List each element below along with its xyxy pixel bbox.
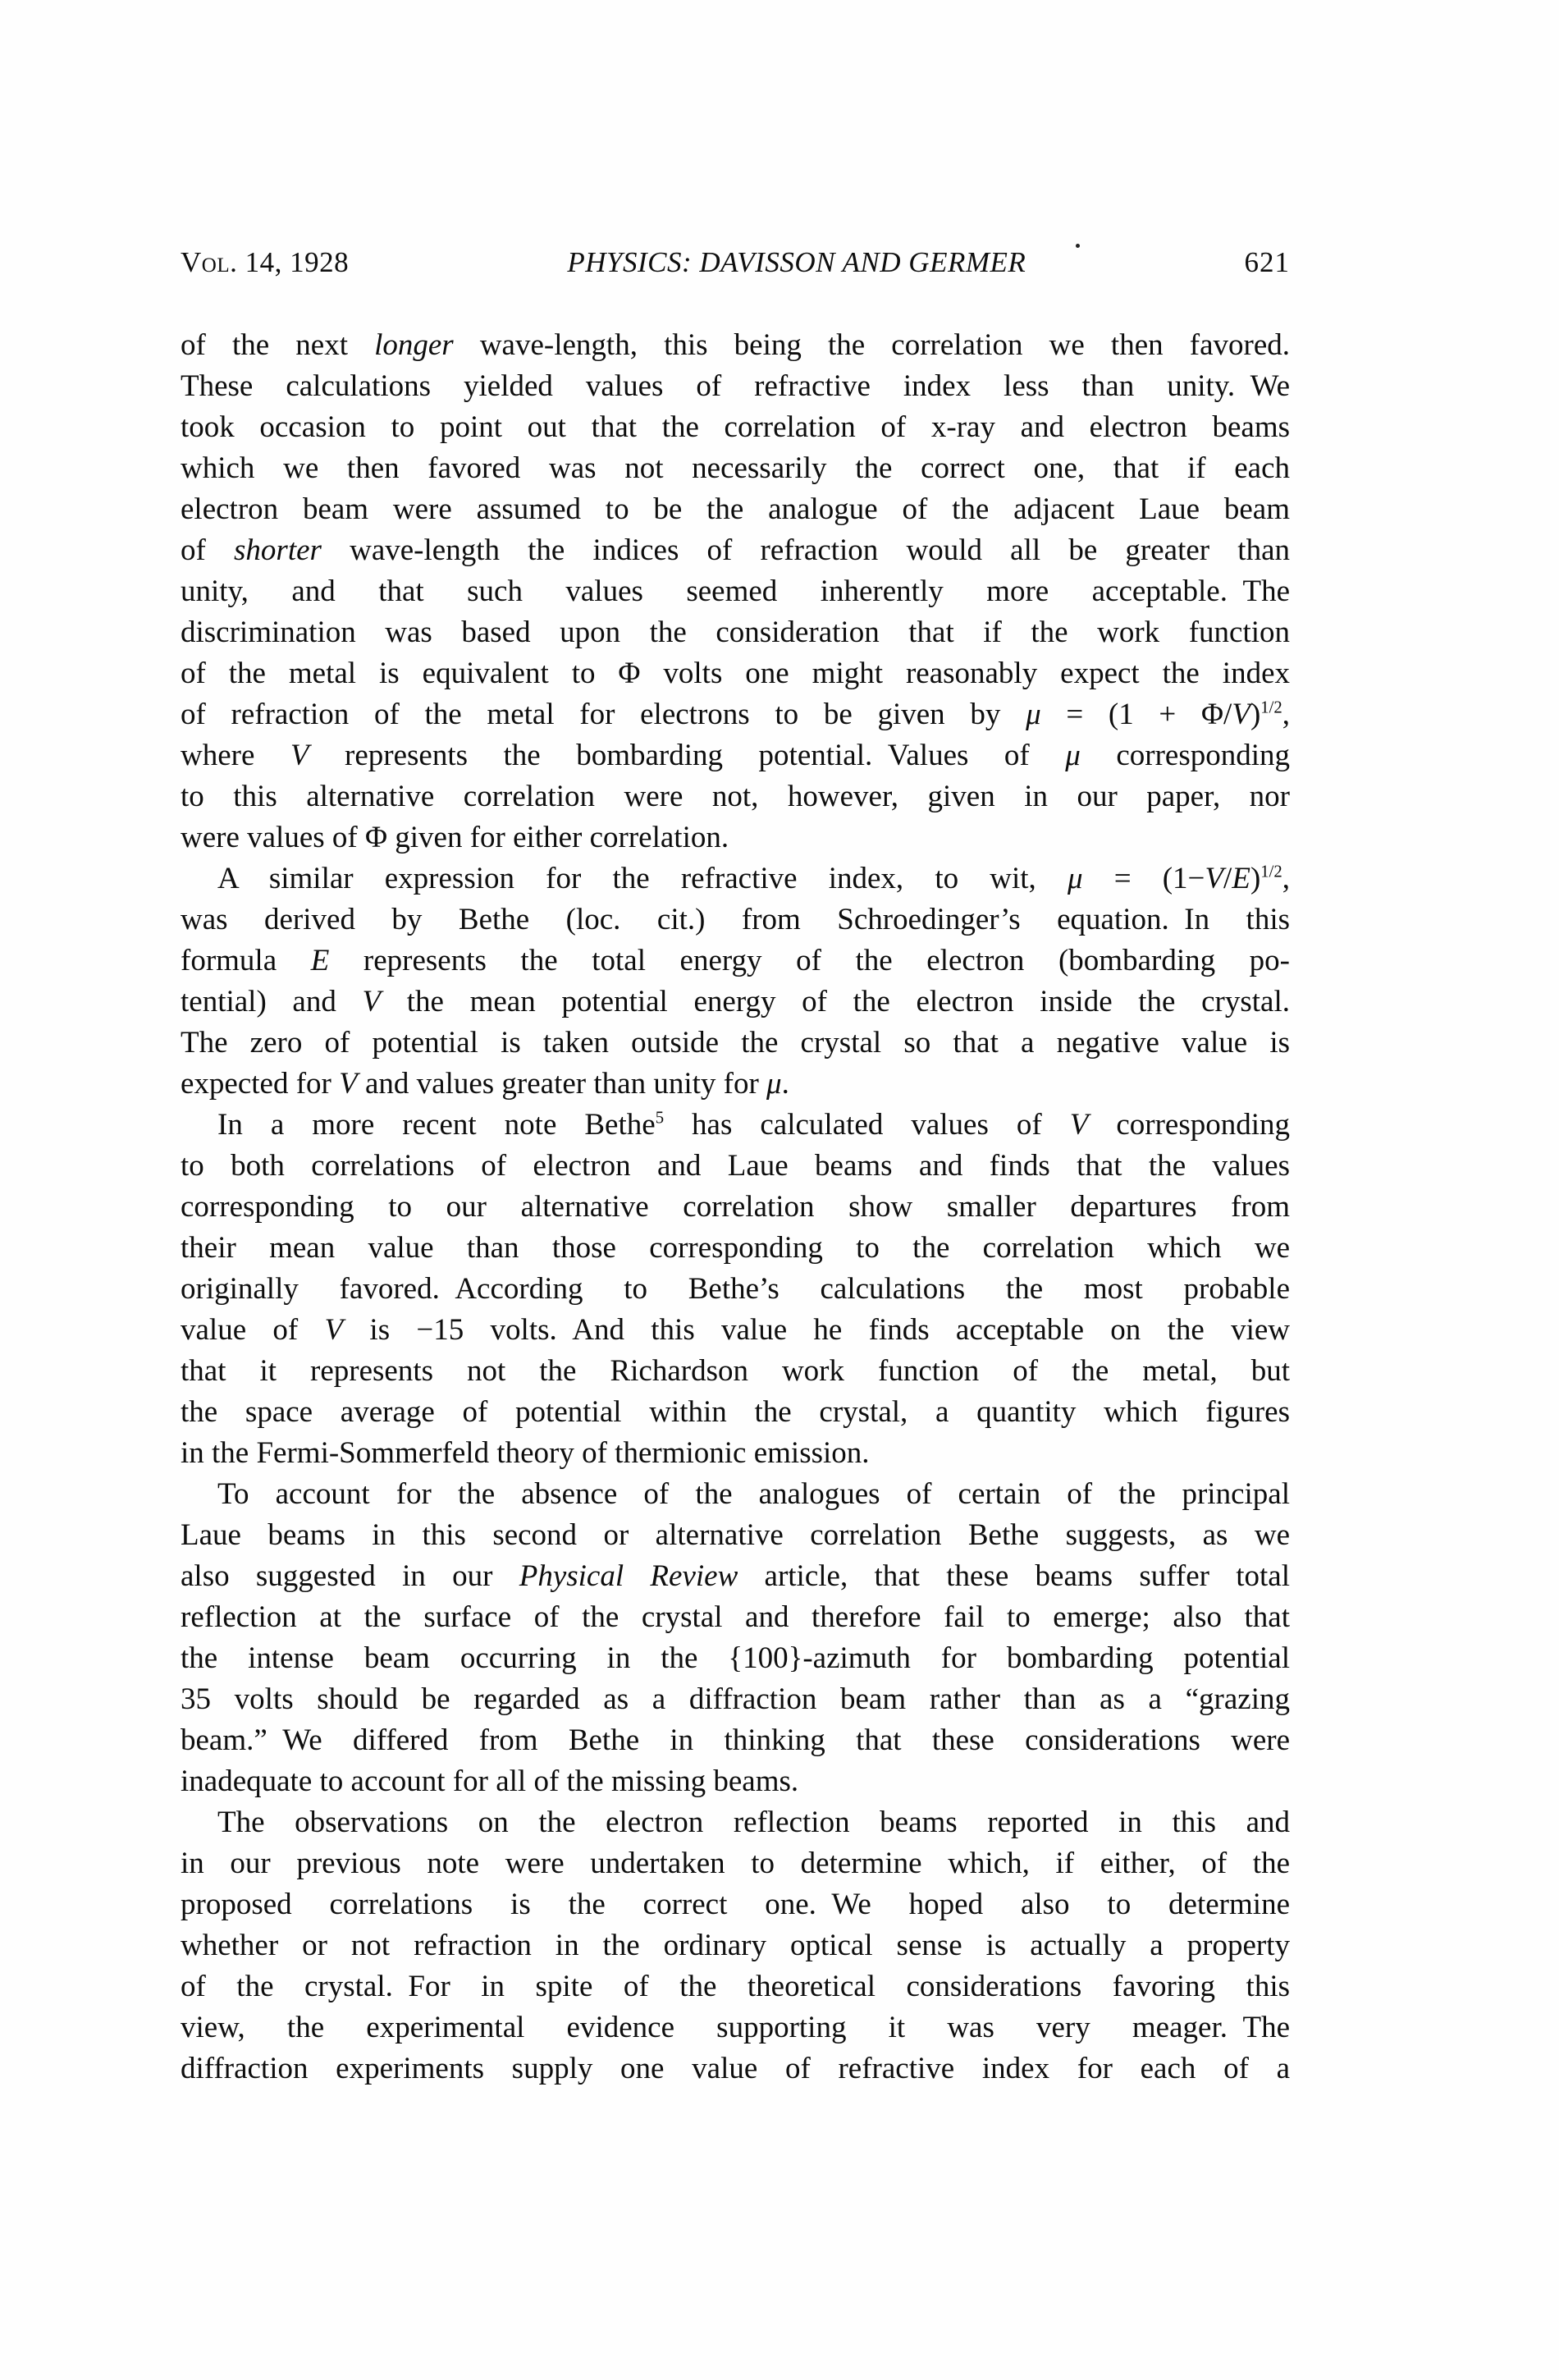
text-run: Laue beams in this second or alternative correlation Bethe suggests, as we	[181, 1518, 1290, 1552]
text-line	[181, 858, 1290, 899]
text-run: article, that these beams suffer total	[738, 1559, 1290, 1593]
text-run: the space average of potential within the crystal, a quantity which figures	[181, 1395, 1290, 1429]
text-run: wave-length the indices of refraction would all be greater than	[321, 533, 1291, 567]
text-run: inadequate to account for all of the missing beams.	[181, 1764, 799, 1798]
text-run: of refraction of the metal for electrons to be given by	[181, 698, 1026, 731]
text-line	[181, 571, 1290, 612]
text-run: V	[1232, 698, 1250, 731]
text-run: unity, and that such values seemed inherently more acceptable. The	[181, 574, 1290, 608]
text-run: beam.” We differed from Bethe in thinking that these considerations were	[181, 1723, 1290, 1757]
text-run: value of	[181, 1313, 325, 1347]
text-run: V	[362, 985, 382, 1018]
text-run: in the Fermi-Sommerfeld theory of thermionic emission.	[181, 1436, 870, 1470]
text-line	[181, 1925, 1290, 1966]
text-run: the mean potential energy of the electron inside the crystal.	[381, 985, 1290, 1018]
text-run: The observations on the electron reflection beams reported in this and	[217, 1806, 1290, 1839]
text-run: E	[310, 944, 330, 977]
text-run: the intense beam occurring in the {100}-azimuth for bombarding potential	[181, 1641, 1290, 1675]
text-run: V	[1205, 862, 1224, 895]
text-run: discrimination was based upon the consideration that if the work function	[181, 616, 1290, 649]
body-text	[181, 325, 1290, 2089]
text-run: V	[339, 1067, 358, 1101]
text-run: corresponding	[1080, 739, 1291, 772]
text-line	[181, 366, 1290, 407]
text-line	[181, 1679, 1290, 1720]
text-line	[181, 1105, 1290, 1146]
text-run: V	[324, 1313, 344, 1347]
text-run: of the crystal. For in spite of the theoretical considerations favoring this	[181, 1970, 1290, 2003]
text-line	[181, 1556, 1290, 1597]
text-line	[181, 1966, 1290, 2007]
text-run: These calculations yielded values of refractive index less than unity. We	[181, 369, 1290, 403]
text-run: of	[181, 533, 235, 567]
text-run: proposed correlations is the correct one. We hoped also to determine	[181, 1888, 1290, 1921]
text-run: μ	[1067, 862, 1083, 895]
text-line	[181, 489, 1290, 530]
text-run: that it represents not the Richardson work function of the metal, but	[181, 1354, 1290, 1388]
text-line	[181, 1146, 1290, 1187]
text-line	[181, 735, 1290, 776]
text-run: represents the total energy of the electron (bombarding po-	[329, 944, 1290, 977]
text-run: wave-length, this being the correlation we then favored.	[453, 328, 1290, 362]
text-run: expected for	[181, 1067, 340, 1101]
text-run: )	[1250, 698, 1261, 731]
text-run: )	[1250, 862, 1261, 895]
text-line	[181, 448, 1290, 489]
text-run: 35 volts should be regarded as a diffraction beam rather than as a “grazing	[181, 1682, 1290, 1716]
text-line	[181, 653, 1290, 694]
text-run: .	[781, 1067, 789, 1101]
text-run: whether or not refraction in the ordinary optical sense is actually a property	[181, 1929, 1290, 1962]
page-content	[181, 245, 1290, 2089]
superscript-run: 5	[655, 1109, 665, 1128]
text-line	[181, 1843, 1290, 1884]
text-run: Physical Review	[519, 1559, 738, 1593]
text-line	[181, 1515, 1290, 1556]
text-run: electron beam were assumed to be the analogue of the adjacent Laue beam	[181, 492, 1290, 526]
text-line	[181, 1474, 1290, 1515]
text-run: V	[290, 739, 309, 772]
text-run: reflection at the surface of the crystal and therefore fail to emerge; also that	[181, 1600, 1290, 1634]
text-run: /	[1223, 862, 1232, 895]
text-run: In a more recent note Bethe	[217, 1108, 656, 1142]
text-run: where	[181, 739, 290, 772]
text-run: ,	[1282, 862, 1290, 895]
text-run: of the next	[181, 328, 375, 362]
text-run: A similar expression for the refractive index, to wit,	[217, 862, 1068, 895]
text-line	[181, 694, 1290, 735]
text-run: longer	[374, 328, 454, 362]
text-run: is −15 volts. And this value he finds acceptable on the view	[343, 1313, 1290, 1347]
running-title: PHYSICS: DAVISSON AND GERMER	[567, 246, 1026, 278]
text-run: were values of Φ given for either correlation.	[181, 821, 729, 854]
text-run: μ	[1065, 739, 1081, 772]
text-run: to this alternative correlation were not, however, given in our paper, nor	[181, 780, 1290, 813]
text-line	[181, 776, 1290, 817]
text-line	[181, 1187, 1290, 1228]
text-run: diffraction experiments supply one value of refractive index for each of a	[181, 2052, 1290, 2085]
volume-label: Vol. 14, 1928	[181, 246, 350, 278]
text-run: view, the experimental evidence supporting it was very meager. The	[181, 2011, 1290, 2044]
text-run: was derived by Bethe (loc. cit.) from Schroedinger’s equation. In this	[181, 903, 1290, 936]
text-run: formula	[181, 944, 311, 977]
text-line	[181, 1392, 1290, 1433]
text-run: and values greater than unity for	[357, 1067, 767, 1101]
text-line	[181, 1433, 1290, 1474]
running-head	[181, 245, 1290, 281]
text-run: their mean value than those corresponding to the correlation which we	[181, 1231, 1290, 1265]
text-line	[181, 530, 1290, 571]
text-line	[181, 1761, 1290, 1802]
text-line	[181, 817, 1290, 858]
text-line	[181, 407, 1290, 448]
text-line	[181, 941, 1290, 982]
text-line	[181, 2007, 1290, 2048]
text-run: The zero of potential is taken outside the crystal so that a negative value is	[181, 1026, 1290, 1060]
text-run: V	[1069, 1108, 1089, 1142]
text-line	[181, 612, 1290, 653]
text-line	[181, 1064, 1290, 1105]
text-run: also suggested in our	[181, 1559, 519, 1593]
text-run: took occasion to point out that the correlation of x-ray and electron beams	[181, 410, 1290, 444]
text-run: = (1−	[1082, 862, 1205, 895]
text-line	[181, 899, 1290, 941]
text-line	[181, 1638, 1290, 1679]
text-run: ,	[1282, 698, 1290, 731]
text-run: to both correlations of electron and Laue beams and finds that the values	[181, 1149, 1290, 1183]
text-run: = (1 + Φ/	[1040, 698, 1232, 731]
text-line	[181, 1269, 1290, 1310]
text-run: To account for the absence of the analogues of certain of the principal	[217, 1477, 1290, 1511]
text-run: originally favored. According to Bethe’s calculations the most probable	[181, 1272, 1290, 1306]
text-run: μ	[1026, 698, 1041, 731]
text-line	[181, 1884, 1290, 1925]
page-number: 621	[1244, 246, 1290, 278]
text-run: E	[1232, 862, 1250, 895]
text-line	[181, 1310, 1290, 1351]
text-run: in our previous note were undertaken to determine which, if either, of the	[181, 1847, 1290, 1880]
text-line	[181, 1023, 1290, 1064]
text-line	[181, 2048, 1290, 2089]
text-line	[181, 982, 1290, 1023]
text-line	[181, 325, 1290, 366]
text-run: corresponding	[1088, 1108, 1291, 1142]
text-line	[181, 1351, 1290, 1392]
superscript-run: 1/2	[1260, 698, 1282, 717]
text-line	[181, 1802, 1290, 1843]
superscript-run: 1/2	[1260, 863, 1282, 881]
text-run: of the metal is equivalent to Φ volts one might reasonably expect the index	[181, 657, 1290, 690]
text-run: has calculated values of	[664, 1108, 1070, 1142]
text-run: μ	[766, 1067, 782, 1101]
text-run: which we then favored was not necessarily the correct one, that if each	[181, 451, 1290, 485]
text-run: tential) and	[181, 985, 363, 1018]
text-run: represents the bombarding potential. Values of	[309, 739, 1066, 772]
text-run: corresponding to our alternative correlation show smaller departures from	[181, 1190, 1290, 1224]
text-run: shorter	[234, 533, 322, 567]
text-line	[181, 1597, 1290, 1638]
text-line	[181, 1720, 1290, 1761]
text-line	[181, 1228, 1290, 1269]
